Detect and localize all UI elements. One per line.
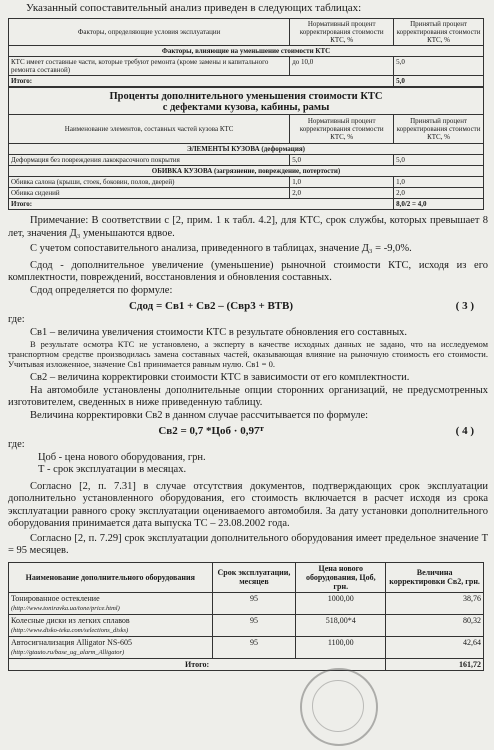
column-header: Наименование элементов, составных частей кузова КТС (9, 115, 290, 144)
source-link-text: (http://gtauto.ru/base_ug_alarm_Alligator) (11, 648, 125, 656)
table-header-row (9, 115, 484, 144)
value-cell: 80,32 (386, 614, 484, 636)
value-cell: 42,64 (386, 636, 484, 658)
column-header: Цена нового оборудования, Цоб, грн. (296, 562, 386, 592)
table-section-heading: ЭЛЕМЕНТЫ КУЗОВА (деформация) (9, 144, 484, 155)
norm-cell: 2,0 (290, 188, 394, 199)
term-cell: 95 (212, 636, 296, 658)
sdod-intro: Сдод определяется по формуле: (30, 284, 173, 296)
where-label: где: (8, 439, 25, 450)
table-total-row (9, 199, 484, 210)
table-total-row (9, 76, 484, 87)
equipment-table (8, 562, 484, 671)
factor-cell: КТС имеет составные части, которые требуют ремонта (кроме замены и капитального ремонта составной) (9, 57, 290, 76)
formula-4 (8, 425, 488, 437)
source-link-text: (http://www.disko-teka.com/selections_disks) (11, 626, 129, 634)
stamp-seal (300, 668, 378, 746)
column-header: Принятый процент корректирования стоимости КТС, % (394, 115, 484, 144)
table-row (9, 636, 484, 658)
norm-cell: до 10,0 (290, 57, 394, 76)
where-label: где: (8, 314, 25, 325)
total-value: 5,0 (394, 76, 484, 87)
formula-3 (8, 300, 488, 312)
total-value: 8,0/2 = 4,0 (394, 199, 484, 210)
table-row (9, 57, 484, 76)
tsob-definition: Цоб - цена нового оборудования, грн. (38, 451, 206, 463)
equipment-cell: Тонированное остекление (http://www.toniravka.ua/tone/price.html) (9, 592, 213, 614)
column-header: Нормативный процент корректирования стоимости КТС, % (290, 115, 394, 144)
table-header-row (9, 19, 484, 46)
total-label: Итого: (9, 76, 394, 87)
column-header: Факторы, определяющие условия эксплуатации (9, 19, 290, 46)
accepted-cell: 5,0 (394, 155, 484, 166)
column-header: Принятый процент корректирования стоимости КТС, % (394, 19, 484, 46)
total-label: Итого: (9, 199, 394, 210)
cb2-calc: Величина корректировки Св2 в данном случае рассчитывается по формуле: (30, 409, 369, 421)
column-header: Нормативный процент корректирования стоимости КТС, % (290, 19, 394, 46)
equipment-cell: Колесные диски из легких сплавов (http://www.disko-teka.com/selections_disks) (9, 614, 213, 636)
term-cell: 95 (212, 592, 296, 614)
table-section-heading: ОБИВКА КУЗОВА (загрязнение, повреждение, потертости) (9, 166, 484, 177)
conclusion-paragraph: С учетом сопоставительного анализа, приведенного в таблицах, значение Д₃ = -9,0%. (30, 243, 412, 254)
price-cell: 1000,00 (296, 592, 386, 614)
column-header: Срок эксплуатации, месяцев (212, 562, 296, 592)
cb2-text: На автомобиле установлены дополнительные опции сторонних организаций, не предусмотренных изготовителем, сведенных в ниже приведенную таблицу. (8, 384, 488, 408)
formula-number: ( 4 ) (455, 425, 474, 437)
column-header: Величина корректировки Св2, грн. (386, 562, 484, 592)
cb1-note: В результате осмотра КТС не установлено, а эксперту в качестве исходных данных не задано, что на исследуемом транспортном средстве производилась замена составных частей, оказывающая влияние на рыночную стоимость его стоимости. Учитывая изложенное, значение Св1 принимается равным нулю. Св1 = 0. (8, 339, 488, 369)
accepted-cell: 1,0 (394, 177, 484, 188)
column-header: Наименование дополнительного оборудования (9, 562, 213, 592)
element-cell: Обивка салона (крыши, стоек, боковин, полов, дверей) (9, 177, 290, 188)
cb1-definition: Св1 – величина увеличения стоимости КТС в результате обновления его составных. (30, 326, 408, 338)
table-row (9, 188, 484, 199)
table-header-row (9, 562, 484, 592)
source-link-text: (http://www.toniravka.ua/tone/price.html) (11, 604, 120, 612)
element-cell: Обивка сидений (9, 188, 290, 199)
t-definition: Т - срок эксплуатации в месяцах. (38, 464, 187, 475)
price-cell: 518,00*4 (296, 614, 386, 636)
paragraph-7-29: Согласно [2, п. 7.29] срок эксплуатации дополнительного оборудования имеет предельное значение Т = 95 месяцев. (8, 532, 488, 556)
table-row (9, 614, 484, 636)
intro-text: Указанный сопоставительный анализ приведен в следующих таблицах: (26, 2, 362, 14)
total-label: Итого: (9, 658, 386, 670)
table-row (9, 155, 484, 166)
note-paragraph: Примечание: В соответствии с [2, прим. 1 к табл. 4.2], для КТС, срок службы, которых превышает 8 лет, значения Д₃ уменьшаются вдвое. (8, 215, 488, 239)
term-cell: 95 (212, 614, 296, 636)
table-row (9, 592, 484, 614)
price-cell: 1100,00 (296, 636, 386, 658)
value-cell: 38,76 (386, 592, 484, 614)
norm-cell: 1,0 (290, 177, 394, 188)
sdod-definition: Сдод - дополнительное увеличение (уменьшение) рыночной стоимости КТС, исходя из его комплектности, повреждений, восстановления и обновления составных. (8, 259, 488, 283)
table-row (9, 177, 484, 188)
body-defects-table (8, 87, 484, 210)
formula-text: Св2 = 0,7 *Цоб · 0,97ᵀ (158, 425, 264, 437)
cb2-definition: Св2 – величина корректировки стоимости КТС в зависимости от его комплектности. (30, 372, 410, 383)
accepted-cell: 2,0 (394, 188, 484, 199)
formula-number: ( 3 ) (455, 300, 474, 312)
table-total-row (9, 658, 484, 670)
table-title: Проценты дополнительного уменьшения стоимости КТС с дефектами кузова, кабины, рамы (9, 88, 484, 115)
table-section-heading: Факторы, влияющие на уменьшение стоимости КТС (9, 46, 484, 57)
accepted-cell: 5,0 (394, 57, 484, 76)
element-cell: Деформация без повреждения лакокрасочного покрытия (9, 155, 290, 166)
norm-cell: 5,0 (290, 155, 394, 166)
equipment-cell: Автосигнализация Alligator NS-605 (http://gtauto.ru/base_ug_alarm_Alligator) (9, 636, 213, 658)
paragraph-7-31: Согласно [2, п. 7.31] в случае отсутствия документов, подтверждающих срок эксплуатации дополнительно установленного оборудования, его стоимость включается в расчет исходя из срока эксплуатации равного сроку эксплуатации оцениваемого автомобиля. За дату установки дополнительного оборудования принимается дата выпуска ТС – 23.08.2002 года. (8, 480, 488, 529)
formula-text: Сдод = Св1 + Св2 – (Свр3 + ВТВ) (128, 300, 294, 312)
total-value: 161,72 (386, 658, 484, 670)
conditions-table (8, 18, 484, 87)
